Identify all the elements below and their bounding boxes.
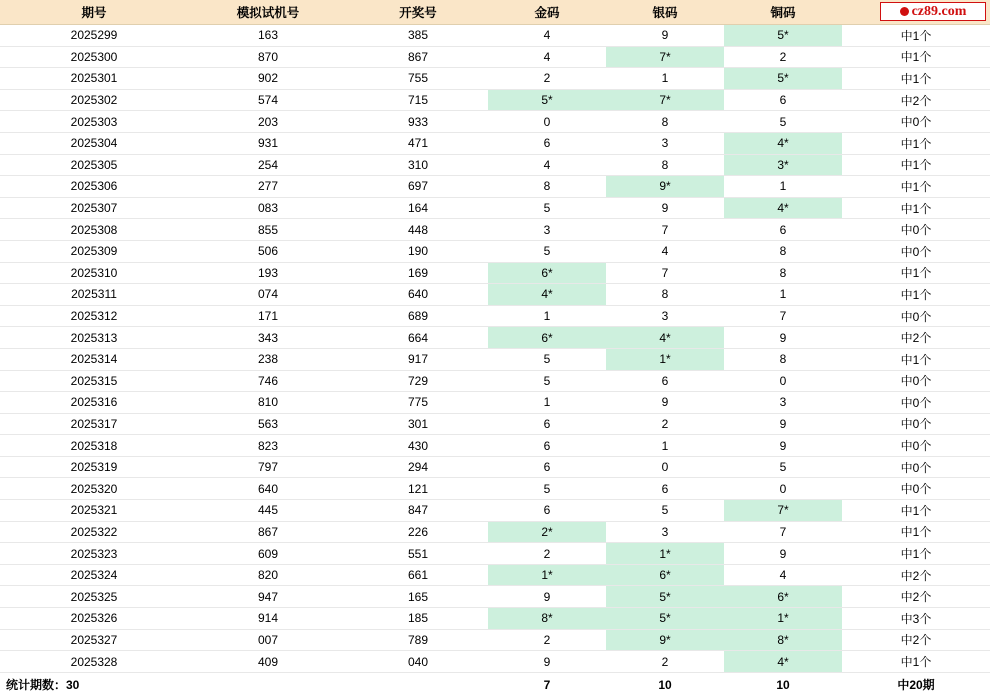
table-row bbox=[0, 521, 990, 543]
cell-sim: 083 bbox=[188, 197, 348, 219]
cell-gold: 4 bbox=[488, 154, 606, 176]
cell-gold: 6 bbox=[488, 500, 606, 522]
cell-silver: 5 bbox=[606, 500, 724, 522]
table-row bbox=[0, 176, 990, 198]
cell-sim: 171 bbox=[188, 305, 348, 327]
cell-hit: 中1个 bbox=[842, 543, 990, 565]
cell-hit: 中0个 bbox=[842, 219, 990, 241]
cell-silver: 4* bbox=[606, 327, 724, 349]
header-sim: 模拟试机号 bbox=[188, 0, 348, 25]
cell-draw: 294 bbox=[348, 456, 488, 478]
cell-copper: 1 bbox=[724, 176, 842, 198]
cell-gold: 8* bbox=[488, 608, 606, 630]
cell-copper: 2 bbox=[724, 46, 842, 68]
cell-copper: 3 bbox=[724, 392, 842, 414]
cell-hit: 中0个 bbox=[842, 413, 990, 435]
cell-copper: 4 bbox=[724, 564, 842, 586]
cell-silver: 0 bbox=[606, 456, 724, 478]
footer-copper-total: 10 bbox=[724, 672, 842, 697]
cell-hit: 中1个 bbox=[842, 154, 990, 176]
cell-issue: 2025313 bbox=[0, 327, 188, 349]
cell-sim: 506 bbox=[188, 240, 348, 262]
cell-sim: 609 bbox=[188, 543, 348, 565]
cell-gold: 1 bbox=[488, 305, 606, 327]
cell-hit: 中1个 bbox=[842, 651, 990, 673]
table-body bbox=[0, 25, 990, 673]
cell-sim: 574 bbox=[188, 89, 348, 111]
cell-silver: 1* bbox=[606, 348, 724, 370]
table-row bbox=[0, 68, 990, 90]
cell-silver: 9 bbox=[606, 392, 724, 414]
cell-issue: 2025317 bbox=[0, 413, 188, 435]
cell-copper: 5* bbox=[724, 68, 842, 90]
cell-issue: 2025301 bbox=[0, 68, 188, 90]
cell-sim: 007 bbox=[188, 629, 348, 651]
cell-copper: 0 bbox=[724, 370, 842, 392]
cell-gold: 2 bbox=[488, 68, 606, 90]
cell-sim: 563 bbox=[188, 413, 348, 435]
cell-silver: 2 bbox=[606, 413, 724, 435]
cell-gold: 4* bbox=[488, 284, 606, 306]
table-row bbox=[0, 370, 990, 392]
table-row bbox=[0, 413, 990, 435]
cell-gold: 5 bbox=[488, 370, 606, 392]
cell-copper: 6 bbox=[724, 219, 842, 241]
cell-silver: 7 bbox=[606, 219, 724, 241]
cell-issue: 2025303 bbox=[0, 111, 188, 133]
cell-sim: 820 bbox=[188, 564, 348, 586]
table-row bbox=[0, 305, 990, 327]
cell-sim: 855 bbox=[188, 219, 348, 241]
cell-silver: 9* bbox=[606, 176, 724, 198]
cell-draw: 689 bbox=[348, 305, 488, 327]
cell-hit: 中1个 bbox=[842, 176, 990, 198]
cell-draw: 190 bbox=[348, 240, 488, 262]
cell-issue: 2025325 bbox=[0, 586, 188, 608]
cell-sim: 797 bbox=[188, 456, 348, 478]
table-row bbox=[0, 25, 990, 47]
cell-gold: 8 bbox=[488, 176, 606, 198]
header-copper: 铜码 bbox=[724, 0, 842, 25]
cell-gold: 6 bbox=[488, 413, 606, 435]
cell-hit: 中1个 bbox=[842, 132, 990, 154]
cell-silver: 6 bbox=[606, 370, 724, 392]
cell-draw: 729 bbox=[348, 370, 488, 392]
cell-draw: 789 bbox=[348, 629, 488, 651]
cell-issue: 2025319 bbox=[0, 456, 188, 478]
table-row bbox=[0, 46, 990, 68]
table-row bbox=[0, 219, 990, 241]
cell-copper: 4* bbox=[724, 132, 842, 154]
cell-draw: 121 bbox=[348, 478, 488, 500]
cell-sim: 931 bbox=[188, 132, 348, 154]
cell-sim: 640 bbox=[188, 478, 348, 500]
cell-issue: 2025307 bbox=[0, 197, 188, 219]
table-row bbox=[0, 197, 990, 219]
cell-gold: 9 bbox=[488, 651, 606, 673]
cell-silver: 5* bbox=[606, 608, 724, 630]
table-row bbox=[0, 651, 990, 673]
cell-draw: 755 bbox=[348, 68, 488, 90]
cell-copper: 8 bbox=[724, 240, 842, 262]
cell-hit: 中2个 bbox=[842, 629, 990, 651]
cell-issue: 2025308 bbox=[0, 219, 188, 241]
cell-copper: 5 bbox=[724, 456, 842, 478]
cell-silver: 7 bbox=[606, 262, 724, 284]
header-silver: 银码 bbox=[606, 0, 724, 25]
cell-hit: 中0个 bbox=[842, 435, 990, 457]
cell-hit: 中1个 bbox=[842, 284, 990, 306]
cell-draw: 226 bbox=[348, 521, 488, 543]
cell-sim: 914 bbox=[188, 608, 348, 630]
cell-issue: 2025315 bbox=[0, 370, 188, 392]
cell-gold: 2 bbox=[488, 543, 606, 565]
cell-draw: 471 bbox=[348, 132, 488, 154]
cell-copper: 7 bbox=[724, 305, 842, 327]
cell-sim: 163 bbox=[188, 25, 348, 47]
cell-issue: 2025306 bbox=[0, 176, 188, 198]
cell-silver: 5* bbox=[606, 586, 724, 608]
cell-draw: 385 bbox=[348, 25, 488, 47]
cell-gold: 6* bbox=[488, 262, 606, 284]
cell-hit: 中2个 bbox=[842, 89, 990, 111]
footer-silver-total: 10 bbox=[606, 672, 724, 697]
table-row bbox=[0, 586, 990, 608]
cell-issue: 2025310 bbox=[0, 262, 188, 284]
cell-gold: 6 bbox=[488, 132, 606, 154]
cell-sim: 238 bbox=[188, 348, 348, 370]
cell-draw: 917 bbox=[348, 348, 488, 370]
cell-copper: 7* bbox=[724, 500, 842, 522]
cell-gold: 5 bbox=[488, 197, 606, 219]
cell-issue: 2025327 bbox=[0, 629, 188, 651]
cell-copper: 1 bbox=[724, 284, 842, 306]
cell-sim: 409 bbox=[188, 651, 348, 673]
cell-draw: 448 bbox=[348, 219, 488, 241]
cell-silver: 8 bbox=[606, 111, 724, 133]
cell-hit: 中1个 bbox=[842, 521, 990, 543]
cell-silver: 3 bbox=[606, 305, 724, 327]
cell-silver: 9 bbox=[606, 197, 724, 219]
cell-silver: 8 bbox=[606, 284, 724, 306]
cell-issue: 2025314 bbox=[0, 348, 188, 370]
table-row bbox=[0, 543, 990, 565]
cell-copper: 6* bbox=[724, 586, 842, 608]
cell-issue: 2025302 bbox=[0, 89, 188, 111]
cell-hit: 中1个 bbox=[842, 348, 990, 370]
cell-sim: 746 bbox=[188, 370, 348, 392]
cell-sim: 902 bbox=[188, 68, 348, 90]
cell-issue: 2025304 bbox=[0, 132, 188, 154]
cell-silver: 9 bbox=[606, 25, 724, 47]
cell-copper: 4* bbox=[724, 651, 842, 673]
footer-gold-total: 7 bbox=[488, 672, 606, 697]
table-row bbox=[0, 629, 990, 651]
cell-gold: 2* bbox=[488, 521, 606, 543]
table-row bbox=[0, 327, 990, 349]
header-row bbox=[0, 0, 990, 25]
cell-gold: 5 bbox=[488, 240, 606, 262]
cell-draw: 640 bbox=[348, 284, 488, 306]
cell-gold: 4 bbox=[488, 25, 606, 47]
cell-silver: 4 bbox=[606, 240, 724, 262]
cell-hit: 中0个 bbox=[842, 478, 990, 500]
cell-copper: 8 bbox=[724, 262, 842, 284]
cell-copper: 9 bbox=[724, 543, 842, 565]
table-row bbox=[0, 608, 990, 630]
cell-sim: 823 bbox=[188, 435, 348, 457]
cell-issue: 2025316 bbox=[0, 392, 188, 414]
cell-hit: 中0个 bbox=[842, 305, 990, 327]
cell-hit: 中0个 bbox=[842, 240, 990, 262]
table-row bbox=[0, 348, 990, 370]
cell-copper: 8 bbox=[724, 348, 842, 370]
cell-copper: 5* bbox=[724, 25, 842, 47]
cell-draw: 165 bbox=[348, 586, 488, 608]
cell-gold: 5 bbox=[488, 348, 606, 370]
cell-copper: 8* bbox=[724, 629, 842, 651]
cell-issue: 2025328 bbox=[0, 651, 188, 673]
table-row bbox=[0, 500, 990, 522]
cell-issue: 2025305 bbox=[0, 154, 188, 176]
table-row bbox=[0, 154, 990, 176]
cell-sim: 947 bbox=[188, 586, 348, 608]
table-row bbox=[0, 478, 990, 500]
cell-issue: 2025323 bbox=[0, 543, 188, 565]
cell-hit: 中2个 bbox=[842, 586, 990, 608]
cell-copper: 6 bbox=[724, 89, 842, 111]
cell-silver: 8 bbox=[606, 154, 724, 176]
cell-issue: 2025326 bbox=[0, 608, 188, 630]
cell-hit: 中0个 bbox=[842, 456, 990, 478]
cell-draw: 551 bbox=[348, 543, 488, 565]
cell-gold: 2 bbox=[488, 629, 606, 651]
logo-dot-icon bbox=[900, 7, 909, 16]
cell-issue: 2025322 bbox=[0, 521, 188, 543]
cell-silver: 2 bbox=[606, 651, 724, 673]
cell-issue: 2025311 bbox=[0, 284, 188, 306]
cell-draw: 185 bbox=[348, 608, 488, 630]
cell-sim: 277 bbox=[188, 176, 348, 198]
cell-hit: 中3个 bbox=[842, 608, 990, 630]
cell-sim: 867 bbox=[188, 521, 348, 543]
cell-gold: 4 bbox=[488, 46, 606, 68]
cell-draw: 040 bbox=[348, 651, 488, 673]
cell-draw: 164 bbox=[348, 197, 488, 219]
cell-gold: 3 bbox=[488, 219, 606, 241]
table-row bbox=[0, 262, 990, 284]
cell-draw: 310 bbox=[348, 154, 488, 176]
cell-copper: 5 bbox=[724, 111, 842, 133]
cell-draw: 867 bbox=[348, 46, 488, 68]
cell-issue: 2025321 bbox=[0, 500, 188, 522]
cell-draw: 661 bbox=[348, 564, 488, 586]
table-row bbox=[0, 89, 990, 111]
cell-sim: 343 bbox=[188, 327, 348, 349]
cell-gold: 0 bbox=[488, 111, 606, 133]
footer-count-label: 统计期数：30 bbox=[0, 672, 188, 697]
cell-issue: 2025318 bbox=[0, 435, 188, 457]
cell-copper: 9 bbox=[724, 413, 842, 435]
cell-gold: 5 bbox=[488, 478, 606, 500]
cell-hit: 中1个 bbox=[842, 197, 990, 219]
table-row bbox=[0, 284, 990, 306]
logo-text: cz89.com bbox=[911, 3, 967, 19]
cell-hit: 中0个 bbox=[842, 370, 990, 392]
cell-draw: 847 bbox=[348, 500, 488, 522]
cell-issue: 2025320 bbox=[0, 478, 188, 500]
table-row bbox=[0, 564, 990, 586]
table-head bbox=[0, 0, 990, 25]
cell-copper: 1* bbox=[724, 608, 842, 630]
cell-silver: 9* bbox=[606, 629, 724, 651]
cell-gold: 6 bbox=[488, 456, 606, 478]
cell-sim: 870 bbox=[188, 46, 348, 68]
cell-sim: 193 bbox=[188, 262, 348, 284]
cell-sim: 074 bbox=[188, 284, 348, 306]
header-draw: 开奖号 bbox=[348, 0, 488, 25]
cell-draw: 775 bbox=[348, 392, 488, 414]
cell-hit: 中0个 bbox=[842, 392, 990, 414]
cell-issue: 2025324 bbox=[0, 564, 188, 586]
cell-issue: 2025309 bbox=[0, 240, 188, 262]
cell-draw: 301 bbox=[348, 413, 488, 435]
cell-hit: 中0个 bbox=[842, 111, 990, 133]
cell-silver: 1* bbox=[606, 543, 724, 565]
table-row bbox=[0, 240, 990, 262]
cell-silver: 6 bbox=[606, 478, 724, 500]
table-row bbox=[0, 456, 990, 478]
cell-sim: 254 bbox=[188, 154, 348, 176]
table-row bbox=[0, 435, 990, 457]
cell-hit: 中1个 bbox=[842, 68, 990, 90]
cell-draw: 664 bbox=[348, 327, 488, 349]
header-issue: 期号 bbox=[0, 0, 188, 25]
table-row bbox=[0, 132, 990, 154]
cell-draw: 169 bbox=[348, 262, 488, 284]
site-logo bbox=[880, 2, 986, 21]
footer-hit-total: 中20期 bbox=[842, 672, 990, 697]
cell-silver: 1 bbox=[606, 435, 724, 457]
cell-silver: 7* bbox=[606, 89, 724, 111]
cell-gold: 1 bbox=[488, 392, 606, 414]
cell-silver: 7* bbox=[606, 46, 724, 68]
cell-copper: 9 bbox=[724, 435, 842, 457]
cell-gold: 6 bbox=[488, 435, 606, 457]
cell-copper: 0 bbox=[724, 478, 842, 500]
cell-issue: 2025299 bbox=[0, 25, 188, 47]
cell-hit: 中2个 bbox=[842, 327, 990, 349]
cell-draw: 697 bbox=[348, 176, 488, 198]
cell-gold: 6* bbox=[488, 327, 606, 349]
cell-gold: 1* bbox=[488, 564, 606, 586]
cell-gold: 9 bbox=[488, 586, 606, 608]
cell-silver: 1 bbox=[606, 68, 724, 90]
cell-silver: 3 bbox=[606, 132, 724, 154]
cell-hit: 中1个 bbox=[842, 262, 990, 284]
cell-sim: 445 bbox=[188, 500, 348, 522]
cell-silver: 6* bbox=[606, 564, 724, 586]
table-row bbox=[0, 392, 990, 414]
cell-issue: 2025312 bbox=[0, 305, 188, 327]
cell-sim: 203 bbox=[188, 111, 348, 133]
cell-copper: 9 bbox=[724, 327, 842, 349]
cell-draw: 430 bbox=[348, 435, 488, 457]
cell-sim: 810 bbox=[188, 392, 348, 414]
table-row bbox=[0, 111, 990, 133]
cell-draw: 715 bbox=[348, 89, 488, 111]
cell-hit: 中1个 bbox=[842, 25, 990, 47]
header-gold: 金码 bbox=[488, 0, 606, 25]
cell-draw: 933 bbox=[348, 111, 488, 133]
cell-copper: 4* bbox=[724, 197, 842, 219]
cell-issue: 2025300 bbox=[0, 46, 188, 68]
cell-copper: 7 bbox=[724, 521, 842, 543]
cell-silver: 3 bbox=[606, 521, 724, 543]
cell-hit: 中1个 bbox=[842, 500, 990, 522]
cell-hit: 中1个 bbox=[842, 46, 990, 68]
cell-copper: 3* bbox=[724, 154, 842, 176]
cell-gold: 5* bbox=[488, 89, 606, 111]
cell-hit: 中2个 bbox=[842, 564, 990, 586]
